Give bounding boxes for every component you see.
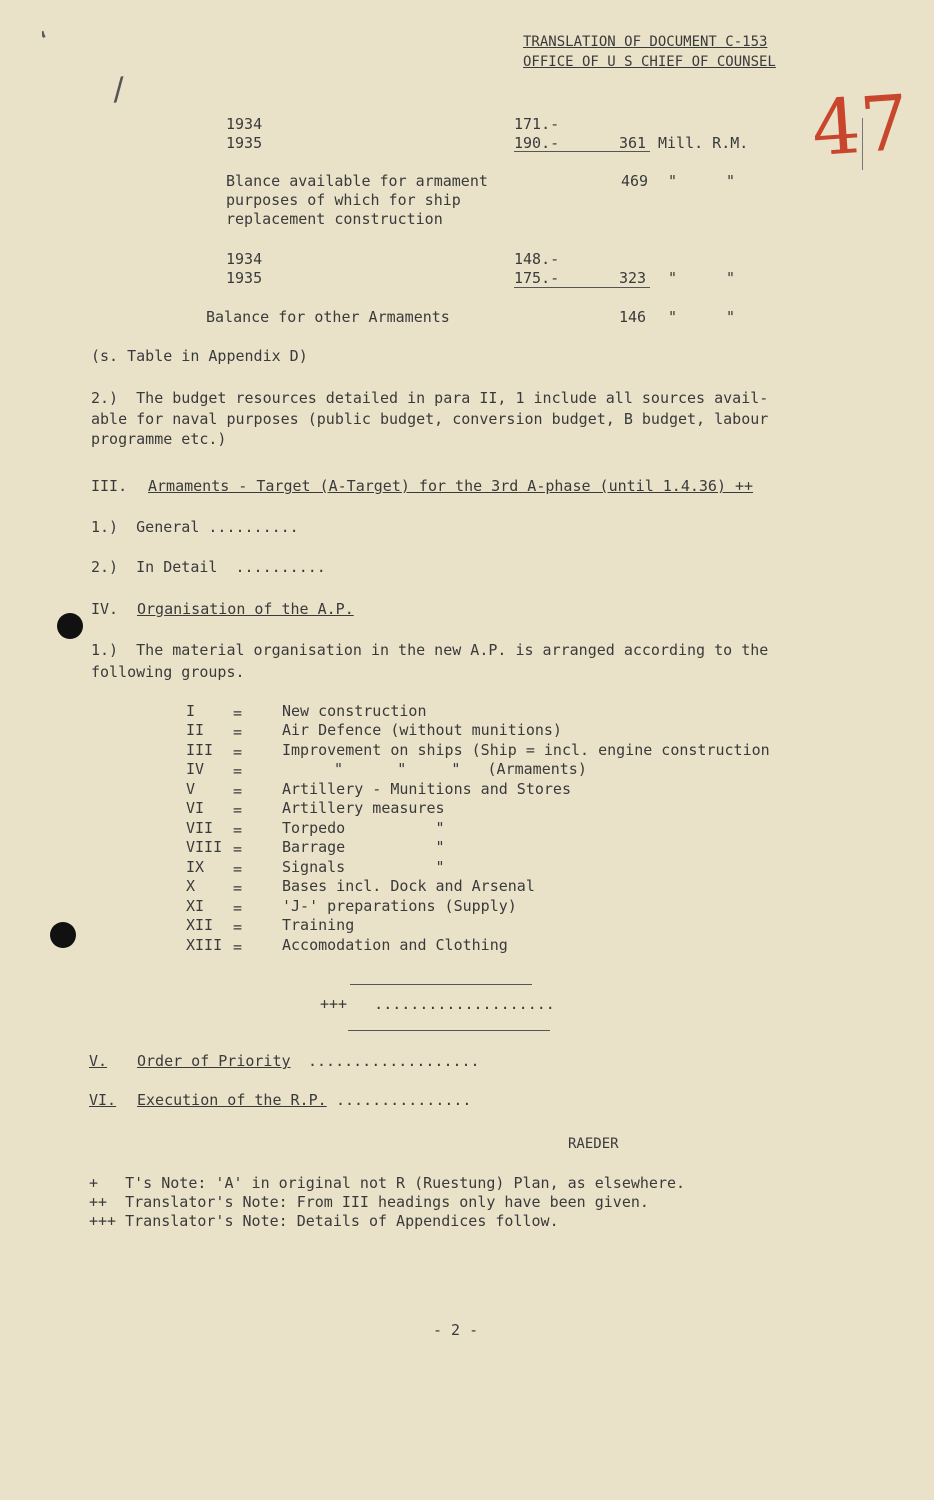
group-equals: = <box>233 840 243 858</box>
group-number: IV <box>186 760 205 778</box>
section3-item-general: 1.) General .......... <box>91 518 299 536</box>
budget-a-total: 361 <box>619 134 647 152</box>
page-number: - 2 - <box>433 1321 479 1339</box>
section4-title: Organisation of the A.P. <box>137 600 354 618</box>
appendix-reference: (s. Table in Appendix D) <box>91 347 308 365</box>
group-equals: = <box>233 782 243 800</box>
margin-tick <box>862 118 863 170</box>
translator-note-3: +++ Translator's Note: Details of Appendices follow. <box>89 1212 559 1230</box>
ditto-mark: " <box>668 172 678 190</box>
para2-line-2: able for naval purposes (public budget, conversion budget, B budget, labour <box>91 410 769 428</box>
group-description: Signals " <box>282 858 445 876</box>
group-equals: = <box>233 723 243 741</box>
group-equals: = <box>233 801 243 819</box>
budget-b-year2: 1935 <box>226 269 263 287</box>
group-equals: = <box>233 821 243 839</box>
group-equals: = <box>233 704 243 722</box>
budget-b-year1: 1934 <box>226 250 263 268</box>
ditto-mark: " <box>668 308 678 326</box>
group-description: Artillery measures <box>282 799 445 817</box>
group-equals: = <box>233 879 243 897</box>
section5-title: Order of Priority <box>137 1052 291 1070</box>
group-description: Improvement on ships (Ship = incl. engine construction <box>282 741 770 759</box>
para2-line-3: programme etc.) <box>91 430 227 448</box>
budget-a-val2: 190.- <box>514 134 560 152</box>
budget-a-year2: 1935 <box>226 134 263 152</box>
ditto-mark: " <box>726 269 736 287</box>
separator-rule-bottom <box>348 1030 550 1031</box>
budget-b-total: 323 <box>619 269 647 287</box>
section3-number: III. <box>91 477 128 495</box>
group-description: 'J-' preparations (Supply) <box>282 897 517 915</box>
header-line-1: TRANSLATION OF DOCUMENT C-153 <box>523 34 768 50</box>
group-number: I <box>186 702 196 720</box>
group-description: New construction <box>282 702 427 720</box>
signature: RAEDER <box>568 1136 619 1152</box>
group-number: XIII <box>186 936 223 954</box>
group-number: III <box>186 741 214 759</box>
ditto-mark: " <box>726 308 736 326</box>
margin-pencil-slash: / <box>107 70 131 109</box>
balance-label-3: replacement construction <box>226 210 443 228</box>
group-number: V <box>186 780 196 798</box>
header-line-2: OFFICE OF U S CHIEF OF COUNSEL <box>523 54 776 70</box>
group-description: Accomodation and Clothing <box>282 936 508 954</box>
group-description: " " " (Armaments) <box>334 760 587 778</box>
group-equals: = <box>233 762 243 780</box>
balance-value: 469 <box>621 172 649 190</box>
section6-title: Execution of the R.P. <box>137 1091 327 1109</box>
group-number: IX <box>186 858 205 876</box>
group-equals: = <box>233 938 243 956</box>
group-description: Barrage " <box>282 838 445 856</box>
budget-a-unit: Mill. R.M. <box>658 134 749 152</box>
group-number: XI <box>186 897 205 915</box>
para2-line-1: 2.) The budget resources detailed in para II, 1 include all sources avail- <box>91 389 769 407</box>
budget-b-val1: 148.- <box>514 250 560 268</box>
separator-rule-top <box>350 984 532 985</box>
group-description: Bases incl. Dock and Arsenal <box>282 877 535 895</box>
section5-dots: ................... <box>308 1052 480 1070</box>
group-number: X <box>186 877 196 895</box>
group-number: VIII <box>186 838 223 856</box>
separator-text: +++ .................... <box>320 995 555 1013</box>
section4-intro-2: following groups. <box>91 663 245 681</box>
section3-item-detail: 2.) In Detail .......... <box>91 558 326 576</box>
handwritten-page-mark: 47 <box>808 77 912 174</box>
group-number: XII <box>186 916 214 934</box>
ditto-mark: " <box>726 172 736 190</box>
budget-a-val1: 171.- <box>514 115 560 133</box>
group-description: Air Defence (without munitions) <box>282 721 562 739</box>
group-number: VI <box>186 799 205 817</box>
section3-title: Armaments - Target (A-Target) for the 3rd A-phase (until 1.4.36) ++ <box>148 477 754 495</box>
group-description: Training <box>282 916 355 934</box>
section6-number: VI. <box>89 1091 117 1109</box>
other-armaments-value: 146 <box>619 308 647 326</box>
group-number: II <box>186 721 205 739</box>
other-armaments-label: Balance for other Armaments <box>206 308 450 326</box>
group-equals: = <box>233 860 243 878</box>
translator-note-2: ++ Translator's Note: From III headings only have been given. <box>89 1193 649 1211</box>
group-equals: = <box>233 899 243 917</box>
balance-label-1: Blance available for armament <box>226 172 488 190</box>
margin-pencil-mark: ‘ <box>34 26 59 55</box>
budget-a-year1: 1934 <box>226 115 263 133</box>
section4-intro-1: 1.) The material organisation in the new A.P. is arranged according to the <box>91 641 769 659</box>
budget-b-val2: 175.- <box>514 269 560 287</box>
binder-hole <box>57 613 83 639</box>
translator-note-1: + T's Note: 'A' in original not R (Ruestung) Plan, as elsewhere. <box>89 1174 686 1192</box>
group-number: VII <box>186 819 214 837</box>
group-description: Artillery - Munitions and Stores <box>282 780 571 798</box>
ditto-mark: " <box>668 269 678 287</box>
group-equals: = <box>233 743 243 761</box>
section4-number: IV. <box>91 600 119 618</box>
balance-label-2: purposes of which for ship <box>226 191 461 209</box>
binder-hole <box>50 922 76 948</box>
section5-number: V. <box>89 1052 108 1070</box>
group-equals: = <box>233 918 243 936</box>
group-description: Torpedo " <box>282 819 445 837</box>
section6-dots: ............... <box>336 1091 472 1109</box>
